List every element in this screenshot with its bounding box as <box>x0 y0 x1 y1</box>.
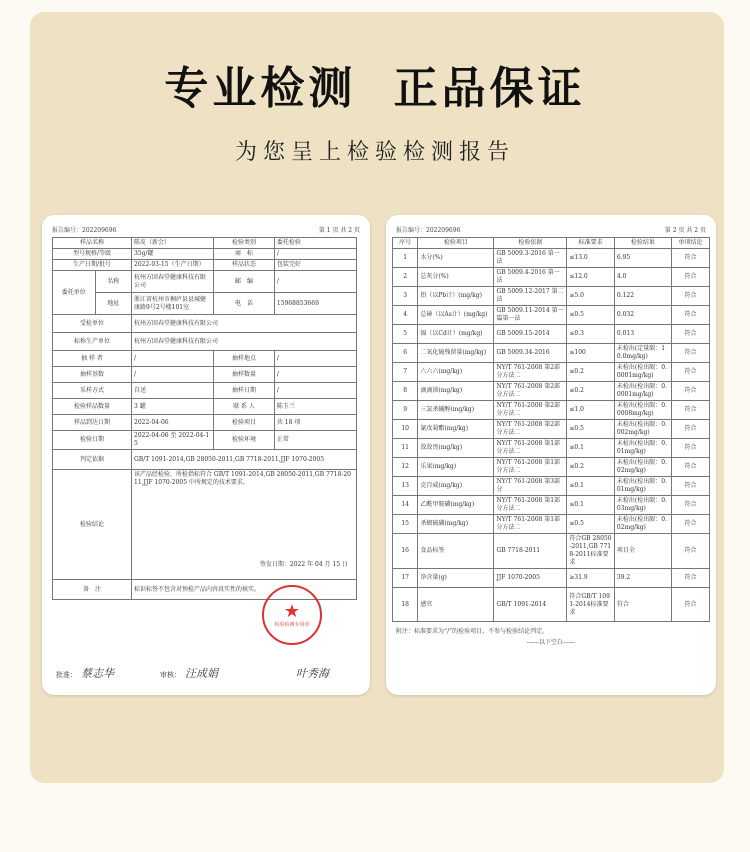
table-cell: 镉（以Cd计）(mg/kg) <box>418 325 494 344</box>
field-label: 样品状态 <box>214 260 275 271</box>
table-cell: 食品标签 <box>418 534 494 569</box>
table-row <box>393 477 710 496</box>
field-label: 邮 编 <box>214 271 275 293</box>
table-cell: 符合 <box>671 268 709 287</box>
official-seal <box>262 585 322 645</box>
field-value: 2022-03-15（生产日期） <box>132 260 214 271</box>
table-cell: 11 <box>393 439 418 458</box>
table-cell: 符合 <box>671 306 709 325</box>
column-header: 检验依据 <box>494 238 567 249</box>
table-cell: 未检出(检出限：0.03mg/kg) <box>614 496 671 515</box>
field-label: 检验环境 <box>214 431 275 450</box>
table-cell: ≤0.3 <box>567 325 615 344</box>
table-cell: 未检出(检出限：0.002mg/kg) <box>614 420 671 439</box>
table-cell: 未检出(检出限：0.01mg/kg) <box>614 477 671 496</box>
table-cell: ≤0.5 <box>567 420 615 439</box>
field-value: GB/T 1091-2014,GB 28050-2011,GB 7718-2011,JJF 1070-2005 <box>132 450 357 470</box>
table-cell: 9 <box>393 401 418 420</box>
table-cell: GB/T 1091-2014 <box>494 588 567 622</box>
table-cell: ≤0.1 <box>567 477 615 496</box>
table-cell: 乙酰甲胺磷(mg/kg) <box>418 496 494 515</box>
table-cell: 符合 <box>671 382 709 401</box>
table-row <box>393 268 710 287</box>
field-label: 样品到达日期 <box>53 415 132 431</box>
page-indicator: 第 2 页 共 2 页 <box>664 227 706 234</box>
field-label: 受检单位 <box>53 315 132 333</box>
table-cell: 0.122 <box>614 287 671 306</box>
star-icon: ★ <box>283 600 301 622</box>
table-cell: 15 <box>393 515 418 534</box>
table-cell: 未检出(定量限：10.0mg/kg) <box>614 344 671 363</box>
table-cell: 17 <box>393 569 418 588</box>
table-cell: GB 5009.3-2016 第一法 <box>494 249 567 268</box>
column-header: 标准要求 <box>567 238 615 249</box>
field-label: 抽样基数 <box>53 367 132 383</box>
field-label: 检验日期 <box>53 431 132 450</box>
table-row <box>393 588 710 622</box>
table-cell: GB 7718-2011 <box>494 534 567 569</box>
table-cell: ≤12.0 <box>567 268 615 287</box>
end-marker: ------以下空白------ <box>526 639 576 646</box>
table-cell: 2 <box>393 268 418 287</box>
field-value: 35g/罐 <box>132 249 214 260</box>
table-cell: 12 <box>393 458 418 477</box>
table-cell: 总灰分(%) <box>418 268 494 287</box>
table-row <box>393 401 710 420</box>
table-cell: 未检出(检出限：0.02mg/kg) <box>614 515 671 534</box>
table-row <box>53 383 357 399</box>
table-row <box>53 367 357 383</box>
field-label: 检验结论 <box>53 470 132 580</box>
field-label: 抽 样 者 <box>53 351 132 367</box>
table-row <box>393 344 710 363</box>
table-cell: 39.2 <box>614 569 671 588</box>
table-cell: NY/T 761-2008 第3部分 <box>494 477 567 496</box>
field-label: 地址 <box>95 293 131 315</box>
table-row <box>393 382 710 401</box>
table-cell: ≤1.0 <box>567 401 615 420</box>
field-label: 委托单位 <box>53 271 96 315</box>
approver-name: 蔡志华 <box>81 667 114 680</box>
field-label: 电 话 <box>214 293 275 315</box>
field-label: 商 标 <box>214 249 275 260</box>
table-cell: NY/T 761-2008 第1部分方法二 <box>494 515 567 534</box>
headline: 专业检测 正品保证 <box>164 63 586 114</box>
reviewer-signature <box>160 665 218 681</box>
table-cell: ≤0.1 <box>567 496 615 515</box>
table-row <box>53 450 357 470</box>
page-indicator: 第 1 页 共 2 页 <box>318 227 360 234</box>
table-row <box>53 333 357 351</box>
field-value: 标识标签不包含对预检产品内容真实性的核实。 <box>132 580 357 600</box>
table-row <box>393 287 710 306</box>
table-cell: ≤0.1 <box>567 439 615 458</box>
field-label: 生产日期/批号 <box>53 260 132 271</box>
table-cell: 符合 <box>671 401 709 420</box>
table-cell: 符合 <box>671 249 709 268</box>
table-cell: NY/T 761-2008 第2部分方法二 <box>494 363 567 382</box>
table-cell: ≤5.0 <box>567 287 615 306</box>
column-header: 检验项目 <box>418 238 494 249</box>
table-row <box>393 306 710 325</box>
field-value: / <box>274 383 356 399</box>
table-cell: 铅（以Pb计）(mg/kg) <box>418 287 494 306</box>
table-row <box>53 415 357 431</box>
table-cell: 符合 <box>614 588 671 622</box>
table-row <box>393 569 710 588</box>
table-cell: NY/T 761-2008 第2部分方法二 <box>494 382 567 401</box>
table-cell: 0.013 <box>614 325 671 344</box>
table-cell: GB 5009.11-2014 第一篇第一法 <box>494 306 567 325</box>
table-cell: NY/T 761-2008 第2部分方法二 <box>494 420 567 439</box>
table-cell: 项目全 <box>614 534 671 569</box>
table-cell: 符合 <box>671 363 709 382</box>
table-cell: GB 5009.12-2017 第二法 <box>494 287 567 306</box>
table-cell: 二氧化硫残留量(mg/kg) <box>418 344 494 363</box>
field-value: / <box>132 367 214 383</box>
table-row <box>53 399 357 415</box>
table-cell: 4 <box>393 306 418 325</box>
field-value: 正常 <box>274 431 356 450</box>
table-cell: ≤13.0 <box>567 249 615 268</box>
table-cell: NY/T 761-2008 第1部分方法二 <box>494 458 567 477</box>
author-name: 叶秀海 <box>296 667 329 680</box>
table-row <box>53 470 357 580</box>
field-value: 2022-04-06 <box>132 415 214 431</box>
field-value: 浙江省杭州市桐庐县县城健康路9号2号楼101室 <box>132 293 214 315</box>
table-cell: 8 <box>393 382 418 401</box>
table-cell: 符合 <box>671 477 709 496</box>
table-cell: 六六六(mg/kg) <box>418 363 494 382</box>
table-cell: NY/T 761-2008 第2部分方法二 <box>494 401 567 420</box>
table-row <box>53 293 357 315</box>
table-cell: ≤0.2 <box>567 363 615 382</box>
field-value: 杭州方回春堂健康科技有限公司 <box>132 333 357 351</box>
table-cell: 未检出(检出限：0.0001mg/kg) <box>614 363 671 382</box>
approver-label: 批准： <box>56 671 77 679</box>
field-value: 15968853669 <box>274 293 356 315</box>
table-row <box>393 515 710 534</box>
table-cell: 符合 <box>671 588 709 622</box>
table-cell: 18 <box>393 588 418 622</box>
conclusion-cell <box>132 470 357 580</box>
table-cell: NY/T 761-2008 第1部分方法二 <box>494 439 567 458</box>
table-row <box>53 249 357 260</box>
field-value: / <box>274 367 356 383</box>
table-row <box>393 363 710 382</box>
table-cell: 符合 <box>671 344 709 363</box>
field-value: / <box>132 351 214 367</box>
field-value: 3 罐 <box>132 399 214 415</box>
table-cell: 符合 <box>671 439 709 458</box>
table-cell: 符合 <box>671 515 709 534</box>
table-cell: GB 5009.34-2016 <box>494 344 567 363</box>
table-cell: 7 <box>393 363 418 382</box>
table-cell: 符合GB/T 1091-2014标准要求 <box>567 588 615 622</box>
table-cell: 符合 <box>671 420 709 439</box>
field-label: 联 系 人 <box>214 399 275 415</box>
table-row <box>53 315 357 333</box>
table-cell: 感官 <box>418 588 494 622</box>
table-cell: ≤0.5 <box>567 306 615 325</box>
field-label: 标称生产单位 <box>53 333 132 351</box>
table-cell: 氰戊菊酯(mg/kg) <box>418 420 494 439</box>
table-cell: 13 <box>393 477 418 496</box>
table-cell: ≥31.9 <box>567 569 615 588</box>
table-cell: 滴滴涕(mg/kg) <box>418 382 494 401</box>
table-cell: 总砷（以As计）(mg/kg) <box>418 306 494 325</box>
table-cell: 符合 <box>671 287 709 306</box>
author-signature <box>292 665 329 681</box>
test-results-table <box>392 237 710 622</box>
table-row <box>53 260 357 271</box>
report-number: 报告编号：202209696 <box>52 227 117 234</box>
table-cell: NY/T 761-2008 第1部分方法二 <box>494 496 567 515</box>
reviewer-name: 汪成娟 <box>185 667 218 680</box>
report-page-1 <box>42 215 370 695</box>
results-body <box>393 249 710 622</box>
field-label: 检验项目 <box>214 415 275 431</box>
field-value: / <box>274 249 356 260</box>
field-label: 抽样日期 <box>214 383 275 399</box>
report-info-table <box>52 237 357 600</box>
table-cell: 三氯杀螨醇(mg/kg) <box>418 401 494 420</box>
table-cell: 敌敌畏(mg/kg) <box>418 439 494 458</box>
field-value: 陈皮（新会） <box>132 238 214 249</box>
field-value: 包装完好 <box>274 260 356 271</box>
field-value: 杭州方回春堂健康科技有限公司 <box>132 315 357 333</box>
table-header-row <box>393 238 710 249</box>
table-cell: 10 <box>393 420 418 439</box>
field-label: 判定依据 <box>53 450 132 470</box>
table-cell: 14 <box>393 496 418 515</box>
table-cell: 未检出(检出限：0.01mg/kg) <box>614 439 671 458</box>
table-row <box>393 534 710 569</box>
table-cell: 乐果(mg/kg) <box>418 458 494 477</box>
field-label: 型号规格/等级 <box>53 249 132 260</box>
table-cell: 未检出(检出限：0.02mg/kg) <box>614 458 671 477</box>
field-value: 陈玉兰 <box>274 399 356 415</box>
report-number: 报告编号：202209696 <box>396 227 461 234</box>
field-label: 备 注 <box>53 580 132 600</box>
table-row <box>53 271 357 293</box>
field-value: 自送 <box>132 383 214 399</box>
table-cell: 6 <box>393 344 418 363</box>
table-cell: ≤0.5 <box>567 515 615 534</box>
table-cell: 未检出(检出限：0.0001mg/kg) <box>614 382 671 401</box>
column-header: 序号 <box>393 238 418 249</box>
field-value: / <box>274 351 356 367</box>
report-page-2 <box>386 215 716 695</box>
table-cell: 符合 <box>671 569 709 588</box>
table-cell: 水分(%) <box>418 249 494 268</box>
table-cell: 0.032 <box>614 306 671 325</box>
table-cell: 符合 <box>671 496 709 515</box>
table-cell: 符合 <box>671 534 709 569</box>
table-row <box>393 420 710 439</box>
table-row <box>393 249 710 268</box>
sign-date: 签发日期：2022 年 04 月 15 日 <box>259 561 348 568</box>
table-cell: 符合GB 28050-2011,GB 7718-2011标准要求 <box>567 534 615 569</box>
field-value: 委托检验 <box>274 238 356 249</box>
field-label: 名称 <box>95 271 131 293</box>
footnote-text: 附注：标准要求为“/”的检验项目，不参与检验结论判定。 <box>396 628 549 635</box>
subline: 为您呈上检验检测报告 <box>234 140 515 165</box>
field-label: 抽样地点 <box>214 351 275 367</box>
field-value: 2022-04-06 至 2022-04-15 <box>132 431 214 450</box>
table-row <box>393 458 710 477</box>
table-row <box>393 439 710 458</box>
footnote <box>396 626 706 646</box>
table-cell: JJF 1070-2005 <box>494 569 567 588</box>
table-row <box>53 351 357 367</box>
field-value: 共 18 项 <box>274 415 356 431</box>
table-cell: 1 <box>393 249 418 268</box>
field-value: / <box>274 271 356 293</box>
table-row <box>393 325 710 344</box>
table-cell: 符合 <box>671 325 709 344</box>
column-header: 单项结论 <box>671 238 709 249</box>
table-cell: ≤0.2 <box>567 458 615 477</box>
table-cell: 净含量(g) <box>418 569 494 588</box>
seal-text: 检验检测专用章 <box>274 621 310 628</box>
conclusion-text: 该产品经检验，所检指标符合 GB/T 1091-2014,GB 28050-2011,GB 7718-2011,JJF 1070-2005 中所规定的技术要求。 <box>134 471 351 486</box>
field-value: 杭州方回春堂健康科技有限公司 <box>132 271 214 293</box>
table-cell: 3 <box>393 287 418 306</box>
field-label: 采样方式 <box>53 383 132 399</box>
table-row <box>53 431 357 450</box>
table-cell: 杀螟硫磷(mg/kg) <box>418 515 494 534</box>
field-label: 样品名称 <box>53 238 132 249</box>
table-cell: 4.0 <box>614 268 671 287</box>
table-row <box>53 238 357 249</box>
field-label: 检验样品数量 <box>53 399 132 415</box>
table-cell: ≤0.2 <box>567 382 615 401</box>
table-cell: 克百威(mg/kg) <box>418 477 494 496</box>
approver-signature <box>56 665 114 681</box>
reviewer-label: 审核： <box>160 671 181 679</box>
table-cell: 5 <box>393 325 418 344</box>
table-cell: GB 5009.15-2014 <box>494 325 567 344</box>
table-cell: ≤100 <box>567 344 615 363</box>
field-label: 抽样数量 <box>214 367 275 383</box>
table-cell: 符合 <box>671 458 709 477</box>
field-label: 检验类别 <box>214 238 275 249</box>
table-row <box>393 496 710 515</box>
table-cell: 未检出(检出限：0.0008mg/kg) <box>614 401 671 420</box>
column-header: 检验结果 <box>614 238 671 249</box>
table-cell: GB 5009.4-2016 第一法 <box>494 268 567 287</box>
table-cell: 16 <box>393 534 418 569</box>
table-cell: 6.95 <box>614 249 671 268</box>
